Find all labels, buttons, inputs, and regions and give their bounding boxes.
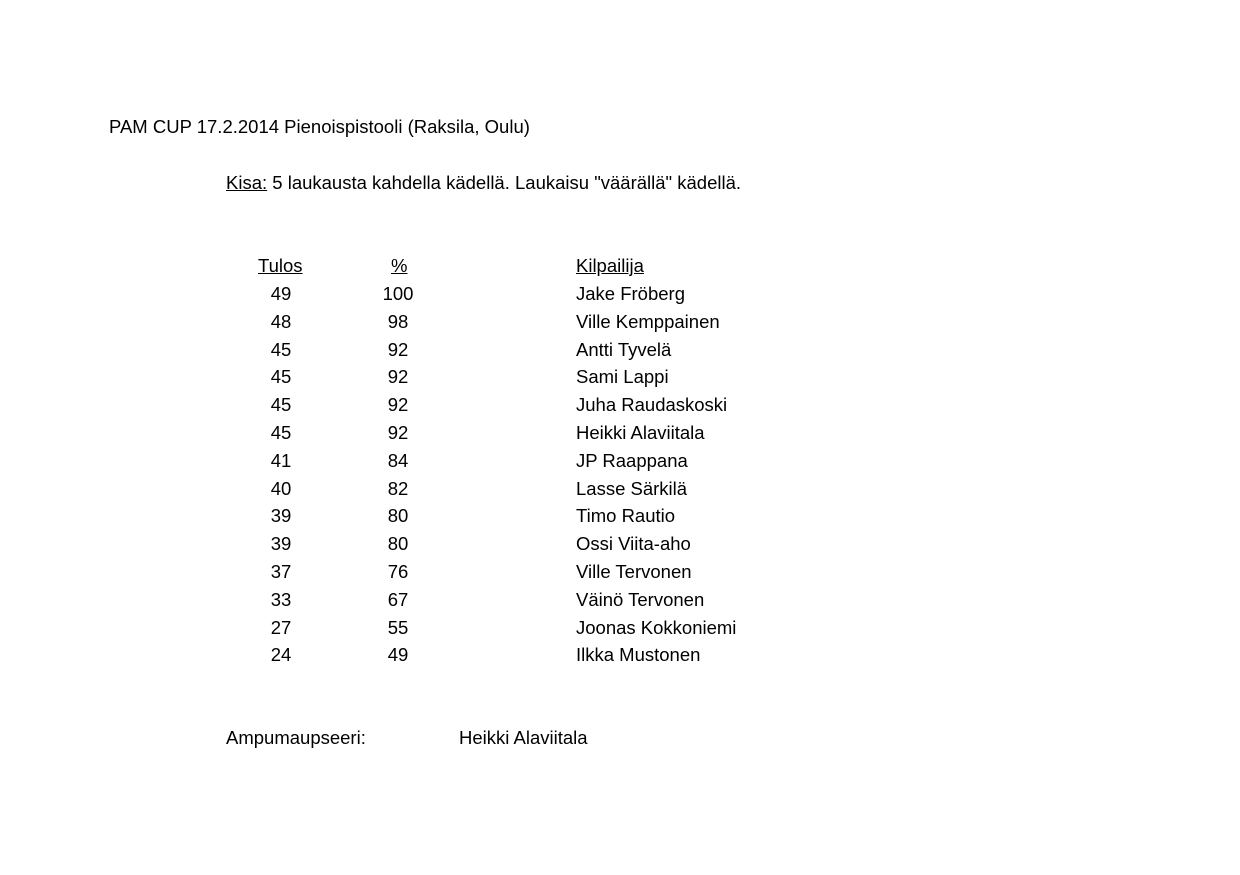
score-cell: 41 — [270, 449, 292, 471]
score-cell: 40 — [270, 477, 292, 499]
competitor-cell: Jake Fröberg — [576, 283, 685, 304]
percent-cell: 100 — [382, 283, 414, 304]
competitor-cell: Heikki Alaviitala — [576, 421, 705, 443]
header-competitor: Kilpailija — [576, 255, 644, 276]
table-row — [0, 421, 1240, 452]
score-cell: 39 — [270, 533, 292, 555]
score-cell: 48 — [270, 310, 292, 332]
competitor-cell: Lasse Särkilä — [576, 477, 688, 499]
table-row — [0, 507, 1240, 535]
percent-cell: 49 — [387, 644, 409, 666]
score-cell: 24 — [270, 644, 292, 666]
score-cell: 39 — [270, 505, 292, 527]
competitor-cell: JP Raappana — [576, 449, 688, 471]
percent-cell: 98 — [387, 310, 409, 332]
contest-text: 5 laukausta kahdella kädellä. Laukaisu "väärällä" kädellä. — [272, 172, 742, 193]
percent-cell: 92 — [387, 366, 409, 388]
competitor-cell: Ossi Viita-aho — [576, 533, 691, 555]
document-title: PAM CUP 17.2.2014 Pienoispistooli (Raksila, Oulu) — [109, 116, 530, 137]
competitor-cell: Juha Raudaskoski — [576, 394, 728, 416]
table-row — [0, 560, 1240, 591]
table-row — [0, 477, 1240, 508]
competitor-cell: Timo Rautio — [576, 505, 676, 527]
score-cell: 27 — [270, 616, 292, 638]
competitor-cell: Väinö Tervonen — [576, 588, 705, 610]
score-cell: 33 — [270, 588, 292, 610]
competitor-cell: Ilkka Mustonen — [576, 644, 701, 666]
results-table — [0, 285, 1240, 674]
competitor-cell: Ville Kemppainen — [576, 310, 720, 332]
percent-cell: 92 — [387, 338, 409, 360]
table-row — [0, 368, 1240, 396]
score-cell: 37 — [270, 560, 292, 582]
competitor-cell: Ville Tervonen — [576, 560, 692, 582]
table-row — [0, 535, 1240, 563]
header-score: Tulos — [258, 255, 303, 276]
score-cell: 45 — [270, 394, 292, 416]
table-row — [0, 338, 1240, 369]
table-row — [0, 449, 1240, 480]
table-row — [0, 396, 1240, 424]
percent-cell: 76 — [387, 560, 409, 582]
table-row — [0, 588, 1240, 619]
competitor-cell: Antti Tyvelä — [576, 338, 672, 360]
percent-cell: 92 — [387, 421, 409, 443]
officer-name: Heikki Alaviitala — [459, 727, 588, 748]
table-row — [0, 616, 1240, 647]
percent-cell: 80 — [387, 505, 409, 527]
contest-description — [226, 174, 741, 193]
score-cell: 49 — [270, 283, 292, 304]
percent-cell: 84 — [387, 449, 409, 471]
table-row — [0, 310, 1240, 341]
officer-label: Ampumaupseeri: — [226, 727, 366, 748]
contest-label: Kisa: — [226, 172, 268, 193]
header-percent: % — [391, 255, 408, 276]
competitor-cell: Joonas Kokkoniemi — [576, 616, 737, 638]
percent-cell: 82 — [387, 477, 409, 499]
percent-cell: 80 — [387, 533, 409, 555]
percent-cell: 55 — [387, 616, 409, 638]
table-row — [0, 285, 1240, 313]
competitor-cell: Sami Lappi — [576, 366, 669, 388]
table-row — [0, 646, 1240, 674]
score-cell: 45 — [270, 338, 292, 360]
score-cell: 45 — [270, 421, 292, 443]
percent-cell: 67 — [387, 588, 409, 610]
percent-cell: 92 — [387, 394, 409, 416]
score-cell: 45 — [270, 366, 292, 388]
